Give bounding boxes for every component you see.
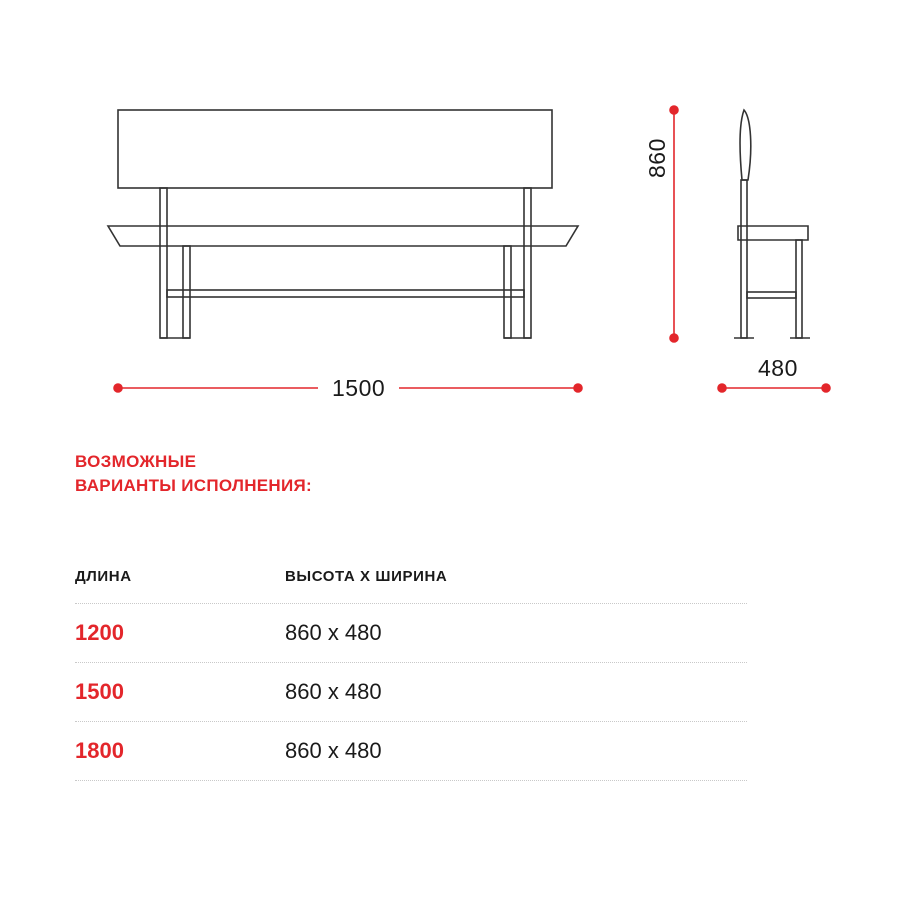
variants-heading-line-1: ВОЗМОЖНЫЕ — [75, 452, 197, 471]
variants-heading-line-2: ВАРИАНТЫ ИСПОЛНЕНИЯ: — [75, 476, 313, 495]
bench-front-view — [108, 110, 578, 338]
backrest-panel — [118, 110, 552, 188]
dimension-depth-label: 480 — [748, 355, 808, 382]
dim-endpoint-depth-left — [718, 384, 726, 392]
dim-endpoint-length-right — [574, 384, 582, 392]
column-header-height-width: ВЫСОТА Х ШИРИНА — [285, 568, 448, 585]
cell-length: 1200 — [75, 620, 124, 645]
side-front-leg — [796, 240, 802, 338]
bench-side-view — [734, 110, 810, 338]
cell-height-width: 860 х 480 — [285, 738, 382, 763]
table-row — [75, 603, 747, 662]
backrest-section — [740, 110, 751, 180]
dimension-lines — [114, 106, 830, 392]
dim-endpoint-height-top — [670, 106, 678, 114]
table-row — [75, 721, 747, 781]
side-seat-slab — [738, 226, 808, 240]
seat-slab — [108, 226, 578, 246]
dim-endpoint-height-bottom — [670, 334, 678, 342]
dimension-height-label: 860 — [644, 126, 671, 190]
front-leg-right — [504, 246, 511, 338]
technical-drawing — [0, 0, 900, 420]
cell-length: 1500 — [75, 679, 124, 704]
dimension-length-label: 1500 — [318, 375, 399, 402]
dim-endpoint-length-left — [114, 384, 122, 392]
front-leg-left — [183, 246, 190, 338]
variants-heading — [75, 450, 312, 498]
column-header-length: ДЛИНА — [75, 568, 132, 585]
lower-stretcher — [167, 290, 524, 297]
table-row — [75, 662, 747, 721]
back-post-right — [524, 188, 531, 338]
cell-height-width: 860 х 480 — [285, 679, 382, 704]
side-stretcher — [747, 292, 796, 298]
cell-height-width: 860 х 480 — [285, 620, 382, 645]
dim-endpoint-depth-right — [822, 384, 830, 392]
cell-length: 1800 — [75, 738, 124, 763]
variants-table — [75, 568, 747, 781]
back-post-left — [160, 188, 167, 338]
table-header-row — [75, 568, 747, 603]
side-back-post — [741, 180, 747, 338]
